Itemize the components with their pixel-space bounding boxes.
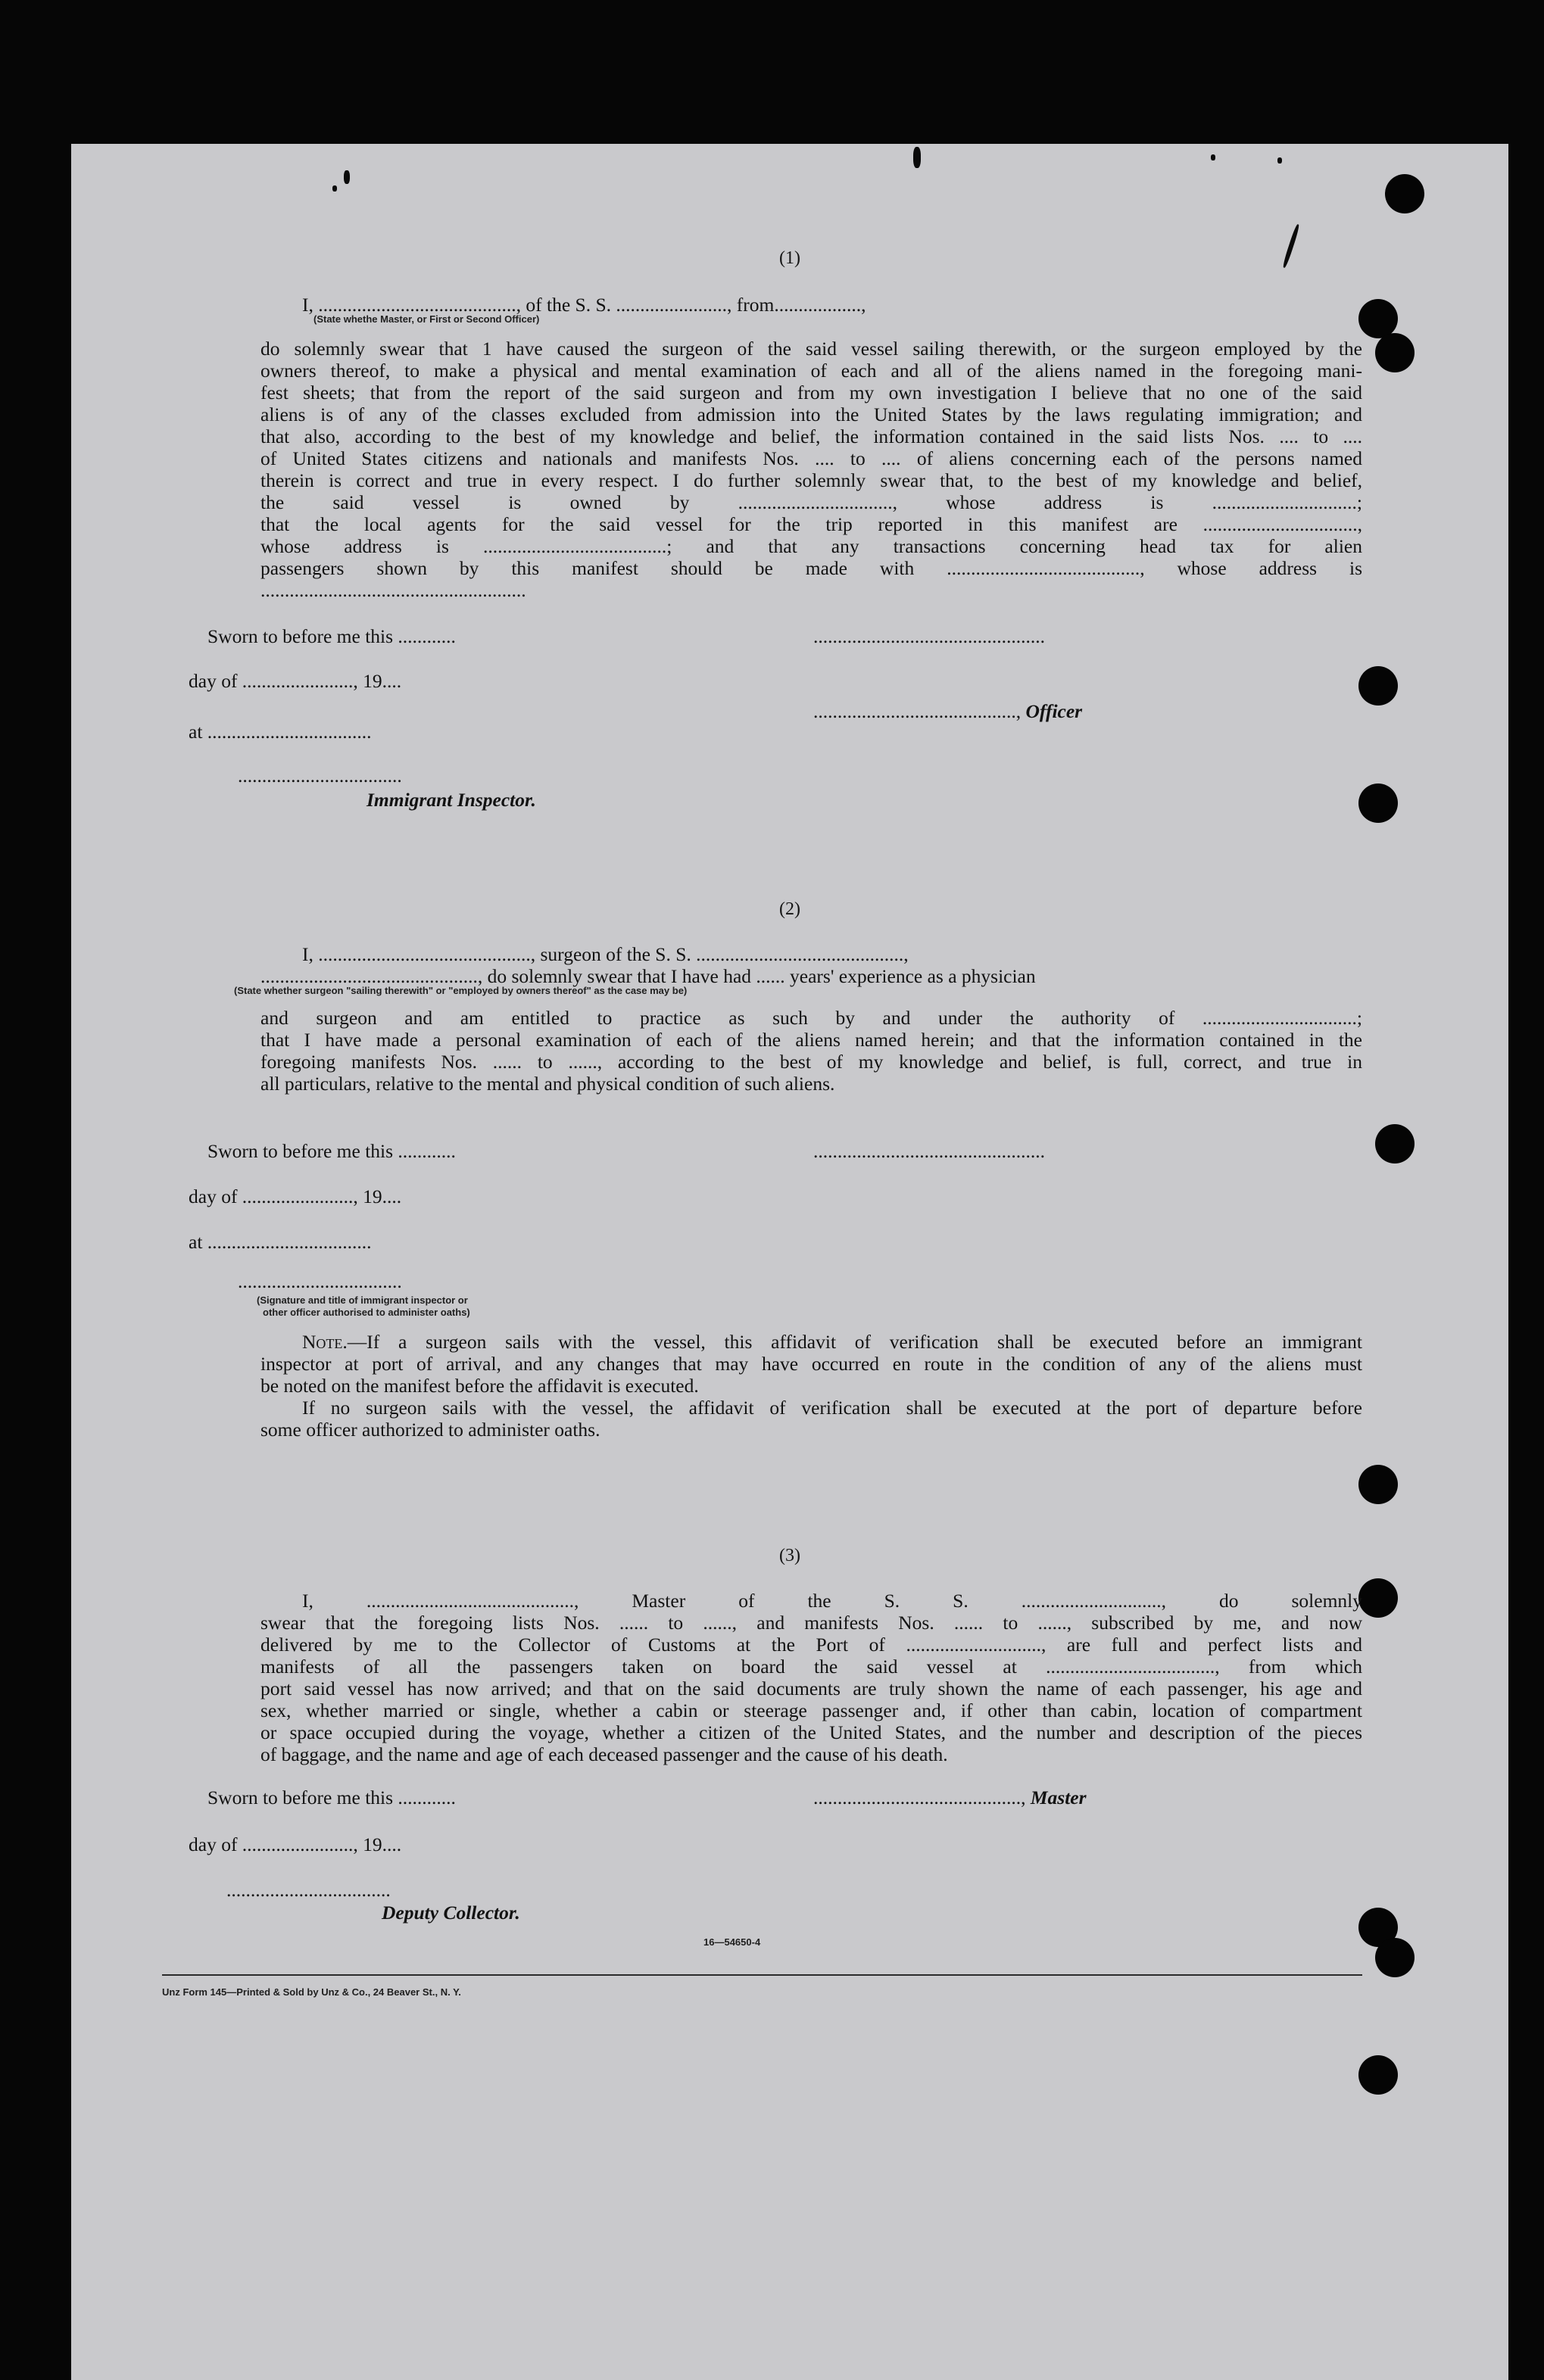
section3-line: port said vessel has now arrived; and that on the said documents are truly shown the name of each passenger, his age and bbox=[260, 1678, 1362, 1699]
at-line: at .................................. bbox=[189, 721, 372, 743]
section1-line: therein is correct and true in every respect. I do further solemnly swear that, to the best of my knowledge and belief, bbox=[260, 469, 1362, 491]
punch-hole bbox=[1358, 783, 1398, 823]
section1-line: whose address is ......................................; and that any transactions concerning head tax for alien bbox=[260, 535, 1362, 557]
form-code: 16—54650-4 bbox=[703, 1936, 761, 1948]
officer-note: (State whethe Master, or First or Second Officer) bbox=[313, 313, 540, 325]
collector-label: Deputy Collector. bbox=[382, 1902, 520, 1924]
punch-hole bbox=[1358, 1578, 1398, 1618]
ink-speck bbox=[344, 170, 350, 184]
section3-line: of baggage, and the name and age of each deceased passenger and the cause of his death. bbox=[260, 1743, 948, 1765]
ink-speck bbox=[913, 147, 921, 168]
punch-hole bbox=[1385, 174, 1424, 213]
section2-opening: I, ............................................, surgeon of the S. S. ..........................................., bbox=[302, 943, 909, 965]
punch-hole bbox=[1358, 666, 1398, 706]
section1-line: owners thereof, to make a physical and mental examination of each and all of the aliens named in the foregoing mani- bbox=[260, 360, 1362, 382]
section3-line: I, ..........................................., Master of the S. S. ............................., do solemnly bbox=[302, 1590, 1362, 1612]
section3-line: swear that the foregoing lists Nos. ...... to ......, and manifests Nos. ...... to ......, subscribed by me, and now bbox=[260, 1612, 1362, 1634]
surgeon-note: (State whether surgeon "sailing therewith" or "employed by owners thereof" as the case may be) bbox=[234, 985, 688, 996]
ink-speck bbox=[1211, 154, 1215, 160]
note-line bbox=[302, 1331, 1362, 1353]
signature-dots: .........................................., bbox=[813, 700, 1026, 722]
section2-line: foregoing manifests Nos. ...... to ......, according to the best of my knowledge and belief, is full, correct, and true in bbox=[260, 1051, 1362, 1073]
punch-hole bbox=[1375, 1938, 1415, 1977]
section1-line: the said vessel is owned by ................................, whose address is ..............................; bbox=[260, 491, 1362, 513]
section1-opening: I, ........................................., of the S. S. ......................., from.................., bbox=[302, 294, 866, 316]
form-page bbox=[71, 144, 1508, 2380]
day-line: day of ......................., 19.... bbox=[189, 1833, 402, 1855]
inspector-label: Immigrant Inspector. bbox=[367, 789, 536, 811]
section3-line: delivered by me to the Collector of Customs at the Port of ............................, are full and perfect lists and bbox=[260, 1634, 1362, 1656]
signature-line: ................................................ bbox=[813, 1140, 1045, 1162]
section3-line: sex, whether married or single, whether a cabin or steerage passenger and, if other than cabin, location of compartment bbox=[260, 1699, 1362, 1721]
ink-speck bbox=[332, 185, 337, 192]
sworn-line: Sworn to before me this ............ bbox=[207, 625, 456, 647]
section-number: (1) bbox=[779, 248, 800, 268]
note-text: —If a surgeon sails with the vessel, this affidavit of verification shall be executed before an immigrant bbox=[347, 1331, 1362, 1353]
section1-line: passengers shown by this manifest should be made with ........................................, whose address is bbox=[260, 557, 1362, 579]
section3-line: manifests of all the passengers taken on board the said vessel at ..................................., from which bbox=[260, 1656, 1362, 1678]
signature-note: (Signature and title of immigrant inspector or bbox=[257, 1294, 468, 1306]
note2-line: If no surgeon sails with the vessel, the affidavit of verification shall be executed at the port of departure before bbox=[302, 1397, 1362, 1419]
sworn-line: Sworn to before me this ............ bbox=[207, 1787, 456, 1808]
section1-line: aliens is of any of the classes excluded from admission into the United States by the laws regulating immigration; and bbox=[260, 403, 1362, 425]
inspector-signature-line: .................................. bbox=[238, 1270, 402, 1292]
master-signature-line bbox=[813, 1787, 1087, 1809]
note2-line: some officer authorized to administer oaths. bbox=[260, 1419, 600, 1441]
officer-label: Officer bbox=[1025, 700, 1083, 722]
footer-rule bbox=[162, 1974, 1362, 1976]
signature-line: ................................................ bbox=[813, 625, 1045, 647]
section1-line: ....................................................... bbox=[260, 579, 526, 601]
section1-line: that also, according to the best of my knowledge and belief, the information contained in the said lists Nos. .... to .... bbox=[260, 425, 1362, 447]
ink-speck bbox=[1277, 157, 1282, 164]
punch-hole bbox=[1358, 1465, 1398, 1504]
note-lead: Note. bbox=[302, 1331, 348, 1353]
section2-line2: ............................................., do solemnly swear that I have had ...... years' experience as a physician bbox=[260, 965, 1036, 987]
section2-line: and surgeon and am entitled to practice as such by and under the authority of ................................; bbox=[260, 1007, 1362, 1029]
section2-line: all particulars, relative to the mental and physical condition of such aliens. bbox=[260, 1073, 835, 1095]
signature-dots: ..........................................., bbox=[813, 1787, 1031, 1808]
day-line: day of ......................., 19.... bbox=[189, 670, 402, 692]
punch-hole bbox=[1358, 2055, 1398, 2095]
note-line: be noted on the manifest before the affidavit is executed. bbox=[260, 1375, 699, 1397]
note-line: inspector at port of arrival, and any changes that may have occurred en route in the condition of any of the aliens must bbox=[260, 1353, 1362, 1375]
punch-hole bbox=[1375, 333, 1415, 372]
section1-line: that the local agents for the said vessel for the trip reported in this manifest are ................................, bbox=[260, 513, 1362, 535]
section1-line: do solemnly swear that 1 have caused the surgeon of the said vessel sailing therewith, or the surgeon employed by the bbox=[260, 338, 1362, 360]
day-line: day of ......................., 19.... bbox=[189, 1185, 402, 1207]
section3-line: or space occupied during the voyage, whether a citizen of the United States, and the number and description of the pieces bbox=[260, 1721, 1362, 1743]
inspector-signature-line: .................................. bbox=[238, 765, 402, 787]
sworn-line: Sworn to before me this ............ bbox=[207, 1140, 456, 1162]
collector-signature-line: .................................. bbox=[226, 1879, 391, 1901]
section-number: (3) bbox=[779, 1546, 800, 1565]
at-line: at .................................. bbox=[189, 1231, 372, 1253]
section2-line: that I have made a personal examination of each of the aliens named herein; and that the information contained in the bbox=[260, 1029, 1362, 1051]
printer-credit: Unz Form 145—Printed & Sold by Unz & Co., 24 Beaver St., N. Y. bbox=[162, 1986, 461, 1998]
section1-line: of United States citizens and nationals and manifests Nos. .... to .... of aliens concerning each of the persons named bbox=[260, 447, 1362, 469]
officer-signature-line bbox=[813, 700, 1082, 723]
master-label: Master bbox=[1030, 1787, 1087, 1808]
punch-hole bbox=[1375, 1124, 1415, 1164]
section-number: (2) bbox=[779, 899, 800, 919]
signature-note: other officer authorised to administer oaths) bbox=[263, 1307, 470, 1318]
section1-line: fest sheets; that from the report of the said surgeon and from my own investigation I believe that no one of the said bbox=[260, 382, 1362, 403]
